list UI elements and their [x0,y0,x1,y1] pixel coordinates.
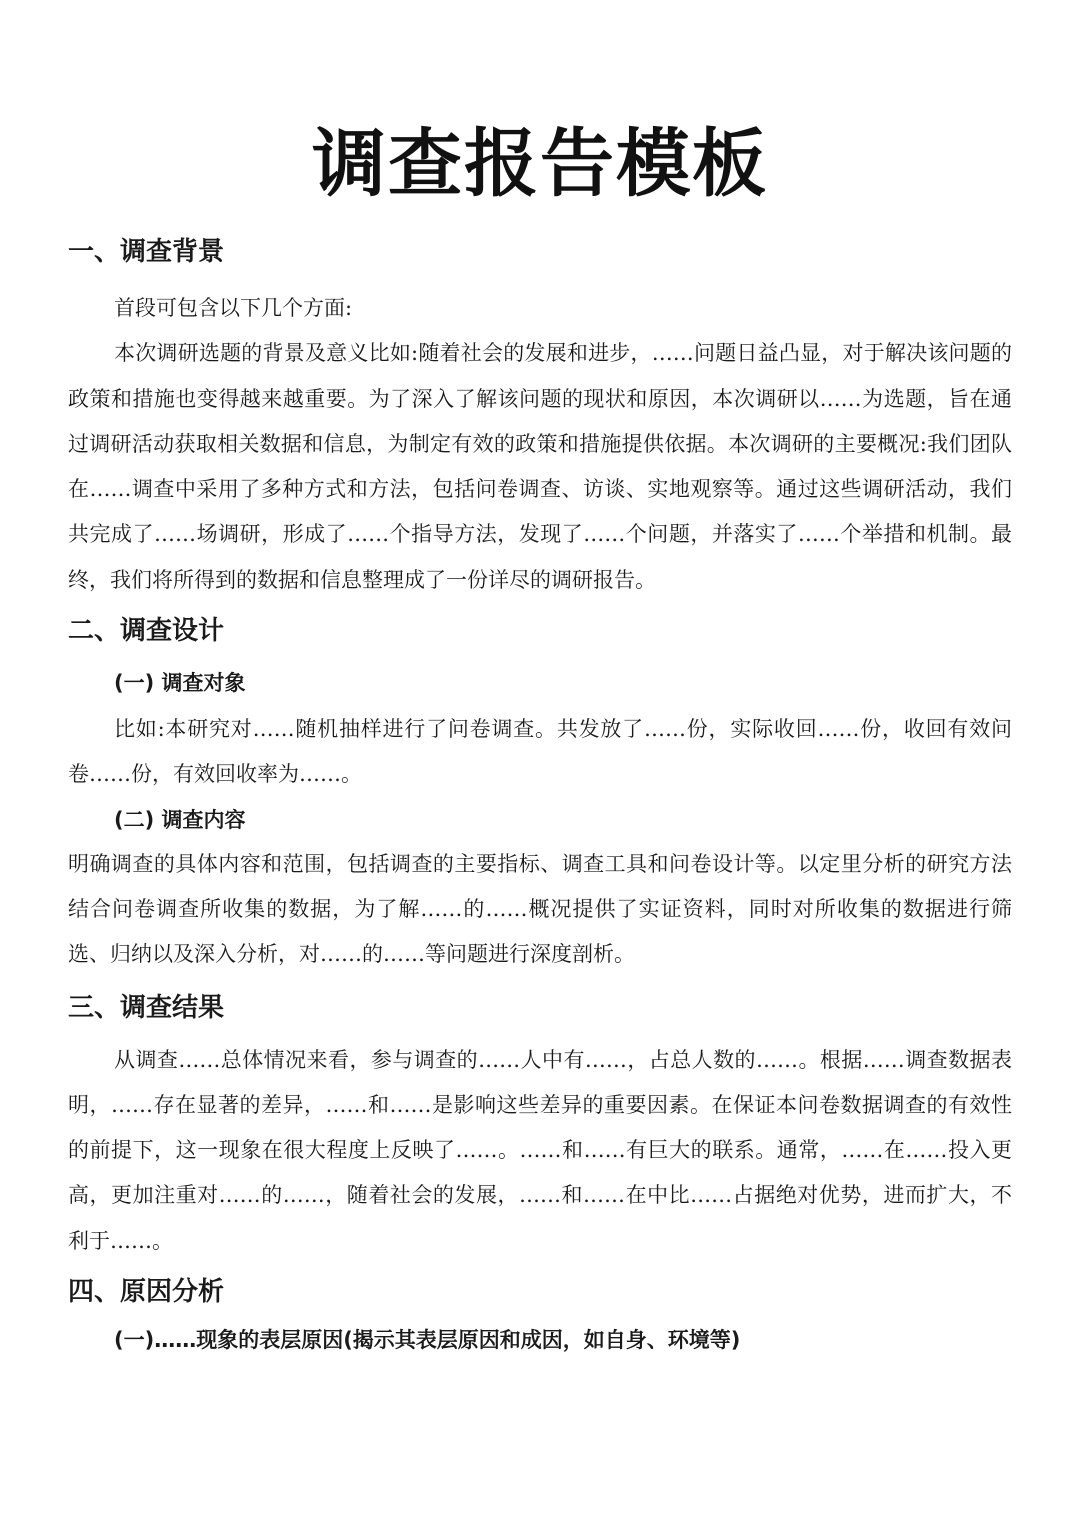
section-heading-results: 三、调查结果 [68,992,225,1023]
content-body: 明确调查的具体内容和范围，包括调查的主要指标、调查工具和问卷设计等。以定里分析的研究方法结合问卷调查所收集的数据，为了解……的……概况提供了实证资料，同时对所收集的数据进行筛选、归纳以及深入分析，对……的……等问题进行深度剖析。 [68,851,1012,967]
document-title: 调查报告模板 [312,121,768,207]
section-heading-analysis: 四、原因分析 [68,1277,225,1308]
background-intro: 首段可包含以下几个方面: [114,296,353,320]
results-body: 从调查……总体情况来看，参与调查的……人中有……，占总人数的……。根据……调查数据表明，……存在显著的差异，……和……是影响这些差异的重要因素。在保证本问卷数据调查的有效性的前提下，这一现象在很大程度上反映了……。……和……有巨大的联系。通常，……在……投入更高，更加注重对……的……，随着社会的发展，……和……在中比……占据绝对优势，进而扩大，不利于……。 [68,1047,1012,1253]
sub-heading-surface-causes: (一)……现象的表层原因(揭示其表层原因和成因，如自身、环境等) [114,1328,741,1353]
sub-heading-content: (二) 调查内容 [114,807,246,832]
background-body: 本次调研选题的背景及意义比如:随着社会的发展和进步，……问题日益凸显，对于解决该问题的政策和措施也变得越来越重要。为了深入了解该问题的现状和原因，本次调研以……为选题，旨在通过调研活动获取相关数据和信息，为制定有效的政策和措施提供依据。本次调研的主要概况:我们团队在……调查中采用了多种方式和方法，包括问卷调查、访谈、实地观察等。通过这些调研活动，我们共完成了……场调研，形成了……个指导方法，发现了……个问题，并落实了……个举措和机制。最终，我们将所得到的数据和信息整理成了一份详尽的调研报告。 [68,341,1012,592]
section-heading-design: 二、调查设计 [68,616,225,647]
section-heading-background: 一、调查背景 [68,237,225,267]
subject-body: 比如:本研究对……随机抽样进行了问卷调查。共发放了……份，实际收回……份，收回有效问卷……份，有效回收率为……。 [68,717,1012,787]
sub-heading-subject: (一) 调查对象 [114,671,246,696]
